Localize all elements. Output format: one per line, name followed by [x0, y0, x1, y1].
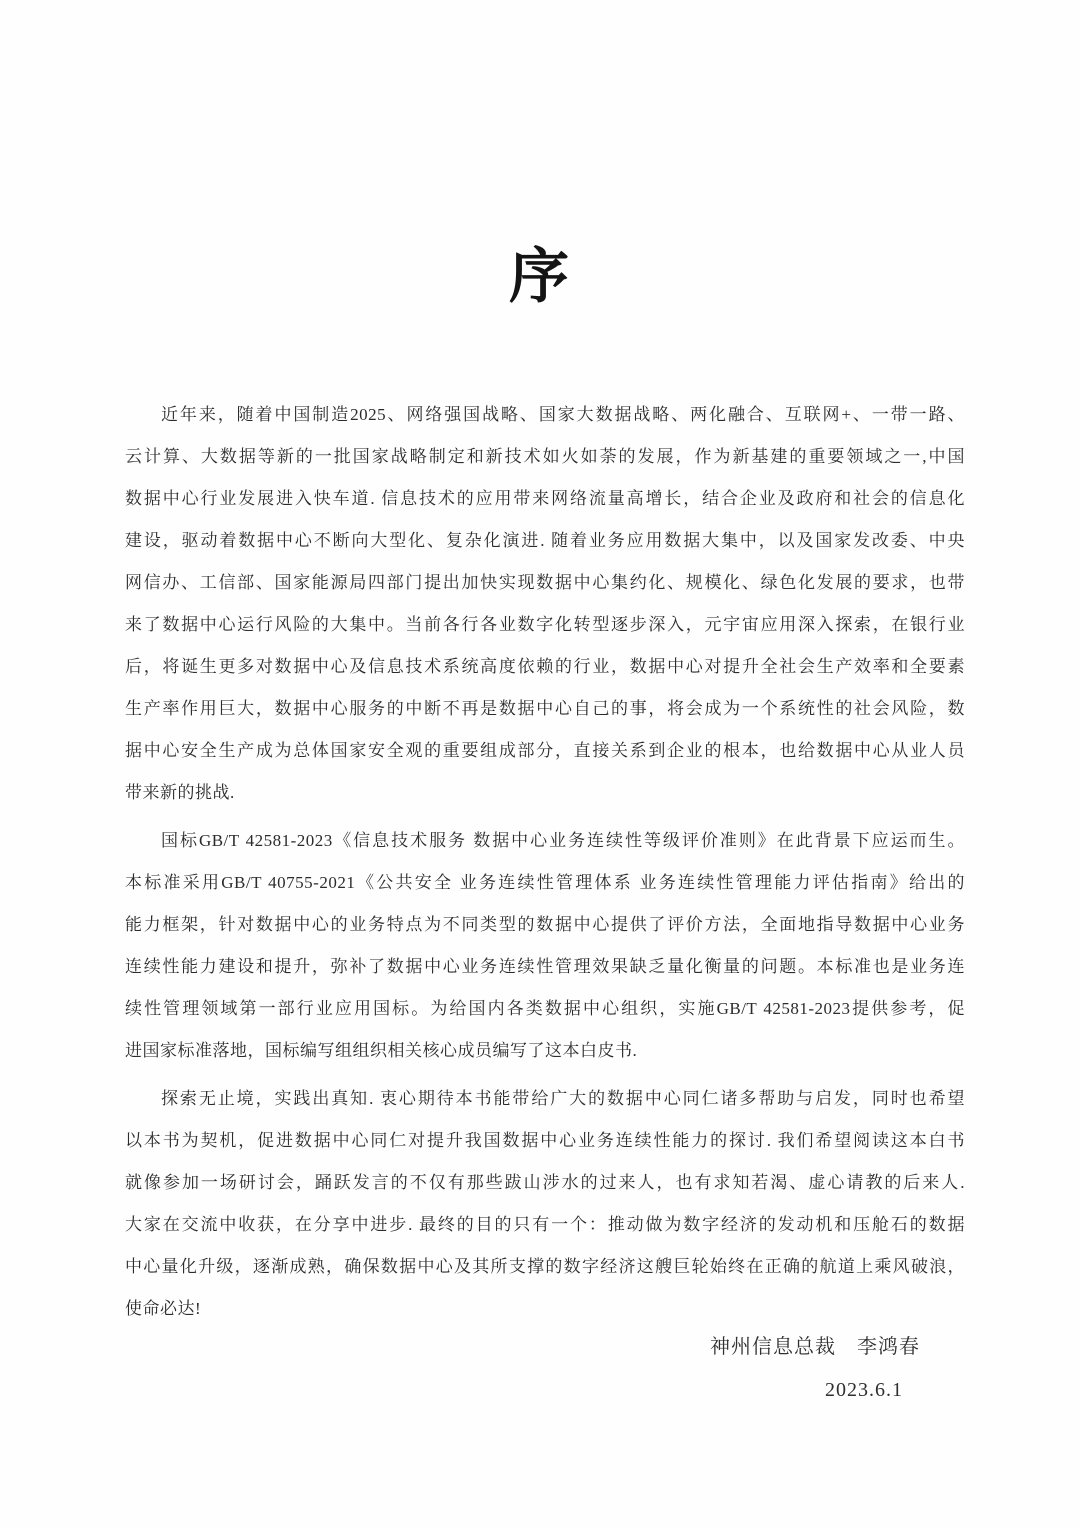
preface-line: 中心量化升级，逐渐成熟，确保数据中心及其所支撑的数字经济这艘巨轮始终在正确的航道上乘风破浪， — [125, 1257, 965, 1276]
preface-line: 以本书为契机，促进数据中心同仁对提升我国数据中心业务连续性能力的探讨. 我们希望阅读这本白书 — [125, 1131, 965, 1150]
preface-line: 带来新的挑战. — [125, 783, 235, 802]
preface-paragraph-2 — [125, 820, 965, 1072]
preface-line: 数据中心行业发展进入快车道. 信息技术的应用带来网络流量高增长，结合企业及政府和社会的信息化 — [125, 489, 965, 508]
preface-line: 本标准采用GB/T 40755-2021《公共安全 业务连续性管理体系 业务连续性管理能力评估指南》给出的 — [125, 873, 965, 892]
preface-line: 生产率作用巨大，数据中心服务的中断不再是数据中心自己的事，将会成为一个系统性的社会风险，数 — [125, 699, 965, 718]
preface-line: 云计算、大数据等新的一批国家战略制定和新技术如火如荼的发展，作为新基建的重要领域之一,中国 — [125, 447, 965, 466]
preface-paragraph-3 — [125, 1078, 965, 1330]
preface-line: 探索无止境，实践出真知. 衷心期待本书能带给广大的数据中心同仁诸多帮助与启发，同时也希望 — [161, 1089, 965, 1108]
preface-line: 据中心安全生产成为总体国家安全观的重要组成部分，直接关系到企业的根本，也给数据中心从业人员 — [125, 741, 965, 760]
signature-block — [125, 1326, 965, 1408]
preface-line: 大家在交流中收获，在分享中进步. 最终的目的只有一个：推动做为数字经济的发动机和压舱石的数据 — [125, 1215, 965, 1234]
preface-line: 续性管理领域第一部行业应用国标。为给国内各类数据中心组织，实施GB/T 42581-2023提供参考，促 — [125, 999, 965, 1018]
preface-line: 连续性能力建设和提升，弥补了数据中心业务连续性管理效果缺乏量化衡量的问题。本标准也是业务连 — [125, 957, 965, 976]
preface-body — [125, 394, 965, 1330]
preface-line: 国标GB/T 42581-2023《信息技术服务 数据中心业务连续性等级评价准则》在此背景下应运而生。 — [161, 831, 965, 850]
preface-line: 能力框架，针对数据中心的业务特点为不同类型的数据中心提供了评价方法，全面地指导数据中心业务 — [125, 915, 965, 934]
preface-line: 建设，驱动着数据中心不断向大型化、复杂化演进. 随着业务应用数据大集中，以及国家发改委、中央 — [125, 531, 965, 550]
preface-line: 就像参加一场研讨会，踊跃发言的不仅有那些跋山涉水的过来人，也有求知若渴、虚心请教的后来人. — [125, 1173, 965, 1192]
preface-line: 来了数据中心运行风险的大集中。当前各行各业数字化转型逐步深入，元宇宙应用深入探索，在银行业 — [125, 615, 965, 634]
signature-name: 神州信息总裁 李鸿春 — [710, 1336, 920, 1358]
signature-date: 2023.6.1 — [825, 1379, 903, 1401]
preface-line: 网信办、工信部、国家能源局四部门提出加快实现数据中心集约化、规模化、绿色化发展的要求，也带 — [125, 573, 965, 592]
preface-line: 近年来，随着中国制造2025、网络强国战略、国家大数据战略、两化融合、互联网+、一带一路、 — [161, 405, 965, 424]
preface-line: 后，将诞生更多对数据中心及信息技术系统高度依赖的行业，数据中心对提升全社会生产效率和全要素 — [125, 657, 965, 676]
preface-paragraph-1 — [125, 394, 965, 814]
page-title: 序 — [509, 244, 571, 310]
preface-line: 使命必达! — [125, 1299, 202, 1318]
preface-line: 进国家标准落地，国标编写组组织相关核心成员编写了这本白皮书. — [125, 1041, 638, 1060]
